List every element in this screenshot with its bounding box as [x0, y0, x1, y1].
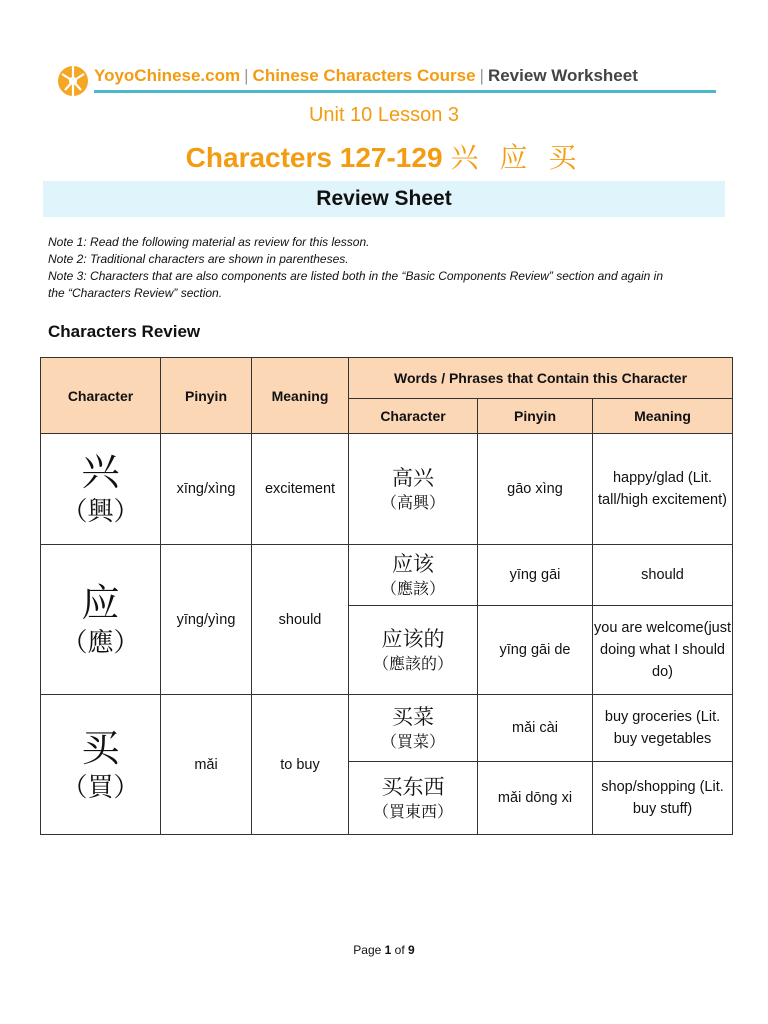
brand-name: YoyoChinese.com: [94, 66, 241, 85]
table-row: [41, 695, 733, 762]
word-meaning-cell: should: [593, 545, 733, 606]
title-characters: 兴 应 买: [450, 141, 583, 174]
header-character: Character: [41, 358, 161, 434]
word-pinyin-cell: mǎi cài: [478, 695, 593, 762]
simplified-character: 兴: [81, 450, 120, 494]
section-title: Characters Review: [48, 322, 201, 341]
word-simplified: 买菜: [392, 705, 434, 729]
header-title: YoyoChinese.com | Chinese Characters Course | Review Worksheet: [94, 66, 638, 85]
of-label: of: [394, 943, 405, 957]
review-sheet-heading: Review Sheet: [316, 187, 452, 210]
title-text: Characters 127-129: [185, 142, 443, 173]
header-pinyin: Pinyin: [161, 358, 252, 434]
characters-review-table: [40, 357, 733, 835]
note-3: Note 3: Characters that are also components are listed both in the “Basic Components Review” section and again in: [48, 269, 663, 283]
word-simplified: 买东西: [381, 775, 445, 799]
note-1: Note 1: Read the following material as review for this lesson.: [48, 235, 370, 249]
note-3-cont: the “Characters Review” section.: [48, 286, 223, 300]
word-meaning-cell: you are welcome(just doing what I should do): [593, 606, 733, 695]
word-character-cell: [349, 545, 478, 606]
table-row: [41, 545, 733, 606]
word-traditional: （高興）: [380, 493, 445, 512]
page-number: 1: [384, 943, 392, 957]
word-simplified: 应该: [392, 552, 434, 576]
word-meaning-cell: shop/shopping (Lit. buy stuff): [593, 762, 733, 835]
review-sheet-banner: [43, 181, 725, 217]
meaning-cell: should: [252, 545, 349, 695]
word-meaning-cell: buy groceries (Lit. buy vegetables: [593, 695, 733, 762]
meaning-cell: excitement: [252, 434, 349, 545]
word-traditional: （應該的）: [372, 654, 453, 673]
pinyin-cell: yīng/yìng: [161, 545, 252, 695]
word-character-cell: [349, 695, 478, 762]
character-cell: [41, 695, 161, 835]
word-pinyin-cell: mǎi dōng xi: [478, 762, 593, 835]
page-title: [0, 136, 768, 176]
header-word-pinyin: Pinyin: [478, 399, 593, 434]
page-footer: [0, 943, 768, 957]
unit-lesson-label: Unit 10 Lesson 3: [308, 104, 460, 126]
notes-block: [48, 234, 728, 302]
page-total: 9: [408, 943, 415, 957]
word-character-cell: [349, 762, 478, 835]
page-header: [56, 60, 716, 100]
simplified-character: 应: [81, 580, 120, 625]
character-cell: [41, 434, 161, 545]
header-word-meaning: Meaning: [593, 399, 733, 434]
page-label: Page: [353, 943, 382, 957]
word-traditional: （買東西）: [372, 802, 453, 821]
simplified-character: 买: [81, 725, 120, 770]
word-pinyin-cell: yīng gāi de: [478, 606, 593, 695]
word-simplified: 高兴: [392, 466, 434, 490]
character-cell: [41, 545, 161, 695]
yoyo-globe-icon: [56, 64, 90, 98]
traditional-character: （買）: [61, 772, 140, 803]
header-divider: [94, 90, 716, 93]
table-row: [41, 434, 733, 545]
traditional-character: （應）: [61, 627, 140, 658]
word-meaning-cell: happy/glad (Lit. tall/high excitement): [593, 434, 733, 545]
pinyin-cell: mǎi: [161, 695, 252, 835]
word-character-cell: [349, 606, 478, 695]
course-name: Chinese Characters Course: [252, 66, 476, 85]
word-character-cell: [349, 434, 478, 545]
word-traditional: （買菜）: [380, 732, 445, 751]
word-pinyin-cell: yīng gāi: [478, 545, 593, 606]
worksheet-label: Review Worksheet: [487, 66, 638, 85]
meaning-cell: to buy: [252, 695, 349, 835]
note-2: Note 2: Traditional characters are shown in parentheses.: [48, 252, 349, 266]
word-simplified: 应该的: [381, 627, 445, 651]
header-meaning: Meaning: [252, 358, 349, 434]
header-word-character: Character: [349, 399, 478, 434]
pinyin-cell: xīng/xìng: [161, 434, 252, 545]
traditional-character: （興）: [61, 497, 140, 527]
word-traditional: （應該）: [380, 579, 445, 598]
header-words-group: Words / Phrases that Contain this Character: [349, 358, 733, 399]
word-pinyin-cell: gāo xìng: [478, 434, 593, 545]
